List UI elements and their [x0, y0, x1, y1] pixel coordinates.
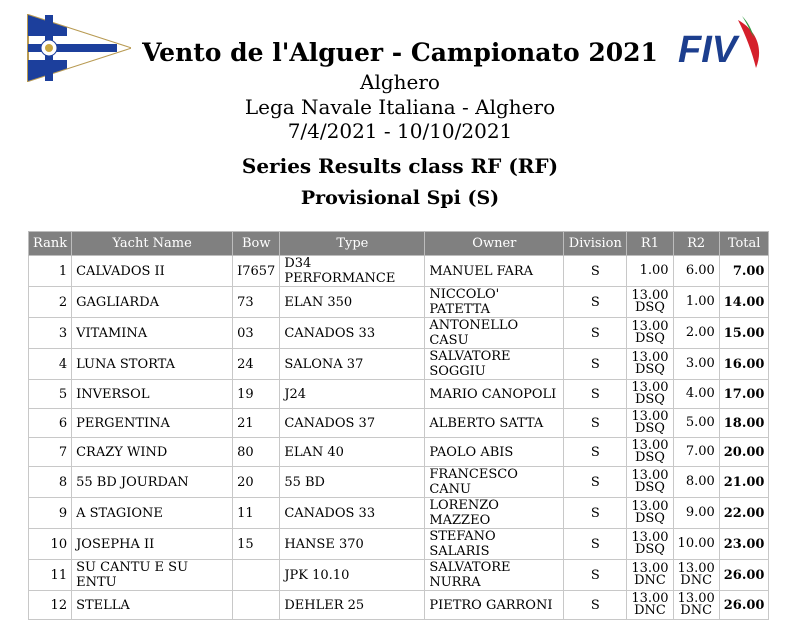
r1-score: 13.00	[631, 350, 669, 365]
rank-cell: 10	[29, 529, 72, 560]
r2-cell	[673, 498, 719, 529]
r1-score: 13.00	[631, 380, 669, 395]
r1-penalty-code: DSQ	[634, 421, 665, 436]
r2-cell	[673, 438, 719, 467]
r2-score: 8.00	[685, 474, 715, 489]
table-row	[29, 438, 769, 467]
total-cell: 21.00	[719, 467, 769, 498]
total-cell: 18.00	[719, 409, 769, 438]
r1-cell	[627, 349, 673, 380]
division-cell: S	[564, 467, 627, 498]
yacht-name-cell: A STAGIONE	[72, 498, 233, 529]
yacht-name-cell: SU CANTU E SU ENTU	[72, 560, 233, 591]
division-cell: S	[564, 287, 627, 318]
r1-score: 13.00	[631, 591, 669, 606]
table-row	[29, 380, 769, 409]
r1-cell	[627, 409, 673, 438]
total-cell: 7.00	[719, 256, 769, 287]
type-cell: D34 PERFORMANCE	[280, 256, 425, 287]
fiv-logo-text: FIV	[678, 29, 738, 71]
event-title: Vento de l'Alguer - Campionato 2021	[142, 38, 658, 67]
r1-score: 13.00	[631, 499, 669, 514]
table-row	[29, 409, 769, 438]
yacht-name-cell: JOSEPHA II	[72, 529, 233, 560]
total-cell: 16.00	[719, 349, 769, 380]
r2-score: 13.00	[677, 561, 715, 576]
total-cell: 14.00	[719, 287, 769, 318]
rank-cell: 7	[29, 438, 72, 467]
r2-cell	[673, 529, 719, 560]
event-venue: Alghero	[360, 70, 440, 94]
yacht-name-cell: CALVADOS II	[72, 256, 233, 287]
division-cell: S	[564, 380, 627, 409]
bow-cell: 21	[233, 409, 280, 438]
yacht-name-cell: 55 BD JOURDAN	[72, 467, 233, 498]
division-cell: S	[564, 318, 627, 349]
total-cell: 17.00	[719, 380, 769, 409]
r2-cell	[673, 349, 719, 380]
yacht-name-cell: VITAMINA	[72, 318, 233, 349]
rank-cell: 4	[29, 349, 72, 380]
rank-cell: 2	[29, 287, 72, 318]
r2-cell	[673, 318, 719, 349]
series-title: Series Results class RF (RF)	[241, 154, 559, 178]
r1-penalty-code: DSQ	[634, 362, 665, 377]
r2-penalty-code: DNC	[680, 573, 713, 588]
division-cell: S	[564, 438, 627, 467]
division-cell: S	[564, 498, 627, 529]
type-cell: J24	[280, 380, 425, 409]
r2-penalty-code: DNC	[680, 603, 713, 618]
r2-cell	[673, 409, 719, 438]
rank-cell: 3	[29, 318, 72, 349]
division-cell: S	[564, 591, 627, 620]
owner-cell: STEFANO SALARIS	[425, 529, 564, 560]
table-row	[29, 467, 769, 498]
owner-cell: MARIO CANOPOLI	[425, 380, 564, 409]
r2-score: 6.00	[685, 263, 715, 278]
table-row	[29, 529, 769, 560]
col-header-yacht-name: Yacht Name	[72, 232, 233, 256]
r1-cell	[627, 529, 673, 560]
r2-score: 7.00	[685, 444, 715, 459]
owner-cell: NICCOLO' PATETTA	[425, 287, 564, 318]
col-header-total: Total	[719, 232, 769, 256]
r2-score: 4.00	[685, 386, 715, 401]
r2-cell	[673, 380, 719, 409]
owner-cell: FRANCESCO CANU	[425, 467, 564, 498]
owner-cell: SALVATORE SOGGIU	[425, 349, 564, 380]
r1-score: 13.00	[631, 438, 669, 453]
r2-cell	[673, 287, 719, 318]
table-row	[29, 349, 769, 380]
col-header-bow: Bow	[233, 232, 280, 256]
r1-score: 13.00	[631, 468, 669, 483]
bow-cell: 15	[233, 529, 280, 560]
type-cell: CANADOS 33	[280, 498, 425, 529]
bow-cell: 11	[233, 498, 280, 529]
total-cell: 20.00	[719, 438, 769, 467]
r1-score: 13.00	[631, 561, 669, 576]
table-row	[29, 560, 769, 591]
r1-penalty-code: DNC	[634, 573, 666, 588]
total-cell: 22.00	[719, 498, 769, 529]
results-table	[28, 231, 769, 620]
yacht-name-cell: PERGENTINA	[72, 409, 233, 438]
division-cell: S	[564, 409, 627, 438]
r1-penalty-code: DSQ	[634, 511, 665, 526]
total-cell: 15.00	[719, 318, 769, 349]
owner-cell: MANUEL FARA	[425, 256, 564, 287]
rank-cell: 12	[29, 591, 72, 620]
division-cell: S	[564, 560, 627, 591]
owner-cell: SALVATORE NURRA	[425, 560, 564, 591]
fiv-logo	[676, 12, 772, 72]
col-header-r1: R1	[627, 232, 673, 256]
total-cell: 26.00	[719, 591, 769, 620]
owner-cell: ALBERTO SATTA	[425, 409, 564, 438]
division-cell: S	[564, 529, 627, 560]
r2-score: 10.00	[677, 536, 715, 551]
rank-cell: 6	[29, 409, 72, 438]
table-row	[29, 591, 769, 620]
r2-score: 3.00	[685, 356, 715, 371]
bow-cell: 19	[233, 380, 280, 409]
r1-score: 1.00	[639, 263, 669, 278]
rank-cell: 11	[29, 560, 72, 591]
bow-cell: 03	[233, 318, 280, 349]
division-cell: S	[564, 256, 627, 287]
event-dates: 7/4/2021 - 10/10/2021	[287, 119, 513, 143]
table-row	[29, 287, 769, 318]
results-body	[29, 256, 769, 620]
r1-score: 13.00	[631, 288, 669, 303]
r1-cell	[627, 256, 673, 287]
r2-cell	[673, 467, 719, 498]
type-cell: SALONA 37	[280, 349, 425, 380]
r1-score: 13.00	[631, 319, 669, 334]
results-header-row	[29, 232, 769, 256]
r1-penalty-code: DSQ	[634, 392, 665, 407]
yacht-name-cell: CRAZY WIND	[72, 438, 233, 467]
page-header	[0, 0, 800, 230]
type-cell: 55 BD	[280, 467, 425, 498]
bow-cell: 80	[233, 438, 280, 467]
table-row	[29, 498, 769, 529]
r2-score: 9.00	[685, 505, 715, 520]
r1-penalty-code: DSQ	[634, 300, 665, 315]
r2-score: 5.00	[685, 415, 715, 430]
r1-cell	[627, 380, 673, 409]
type-cell: CANADOS 33	[280, 318, 425, 349]
r2-score: 13.00	[677, 591, 715, 606]
type-cell: ELAN 350	[280, 287, 425, 318]
owner-cell: PIETRO GARRONI	[425, 591, 564, 620]
table-row	[29, 256, 769, 287]
yacht-name-cell: LUNA STORTA	[72, 349, 233, 380]
yacht-name-cell: STELLA	[72, 591, 233, 620]
r1-cell	[627, 287, 673, 318]
col-header-division: Division	[564, 232, 627, 256]
r1-penalty-code: DSQ	[634, 331, 665, 346]
r1-penalty-code: DSQ	[634, 480, 665, 495]
r1-score: 13.00	[631, 409, 669, 424]
bow-cell	[233, 560, 280, 591]
bow-cell: 20	[233, 467, 280, 498]
r1-penalty-code: DSQ	[634, 450, 665, 465]
bow-cell: 24	[233, 349, 280, 380]
yacht-name-cell: INVERSOL	[72, 380, 233, 409]
col-header-owner: Owner	[425, 232, 564, 256]
r1-cell	[627, 560, 673, 591]
total-cell: 23.00	[719, 529, 769, 560]
r2-score: 1.00	[685, 294, 715, 309]
col-header-type: Type	[280, 232, 425, 256]
type-cell: CANADOS 37	[280, 409, 425, 438]
owner-cell: LORENZO MAZZEO	[425, 498, 564, 529]
r2-cell	[673, 591, 719, 620]
r1-cell	[627, 438, 673, 467]
type-cell: DEHLER 25	[280, 591, 425, 620]
total-cell: 26.00	[719, 560, 769, 591]
r1-cell	[627, 318, 673, 349]
owner-cell: ANTONELLO CASU	[425, 318, 564, 349]
r1-cell	[627, 498, 673, 529]
r1-score: 13.00	[631, 530, 669, 545]
r2-cell	[673, 560, 719, 591]
event-club: Lega Navale Italiana - Alghero	[244, 95, 556, 119]
rank-cell: 8	[29, 467, 72, 498]
type-cell: ELAN 40	[280, 438, 425, 467]
division-cell: S	[564, 349, 627, 380]
owner-cell: PAOLO ABIS	[425, 438, 564, 467]
rank-cell: 5	[29, 380, 72, 409]
r2-cell	[673, 256, 719, 287]
bow-cell: 73	[233, 287, 280, 318]
rank-cell: 9	[29, 498, 72, 529]
results-subtitle: Provisional Spi (S)	[300, 187, 500, 209]
type-cell: JPK 10.10	[280, 560, 425, 591]
r1-penalty-code: DSQ	[634, 542, 665, 557]
col-header-r2: R2	[673, 232, 719, 256]
col-header-rank: Rank	[29, 232, 72, 256]
type-cell: HANSE 370	[280, 529, 425, 560]
bow-cell	[233, 591, 280, 620]
table-row	[29, 318, 769, 349]
r1-penalty-code: DNC	[634, 603, 666, 618]
r1-cell	[627, 591, 673, 620]
r2-score: 2.00	[685, 325, 715, 340]
bow-cell: I7657	[233, 256, 280, 287]
r1-cell	[627, 467, 673, 498]
rank-cell: 1	[29, 256, 72, 287]
yacht-name-cell: GAGLIARDA	[72, 287, 233, 318]
